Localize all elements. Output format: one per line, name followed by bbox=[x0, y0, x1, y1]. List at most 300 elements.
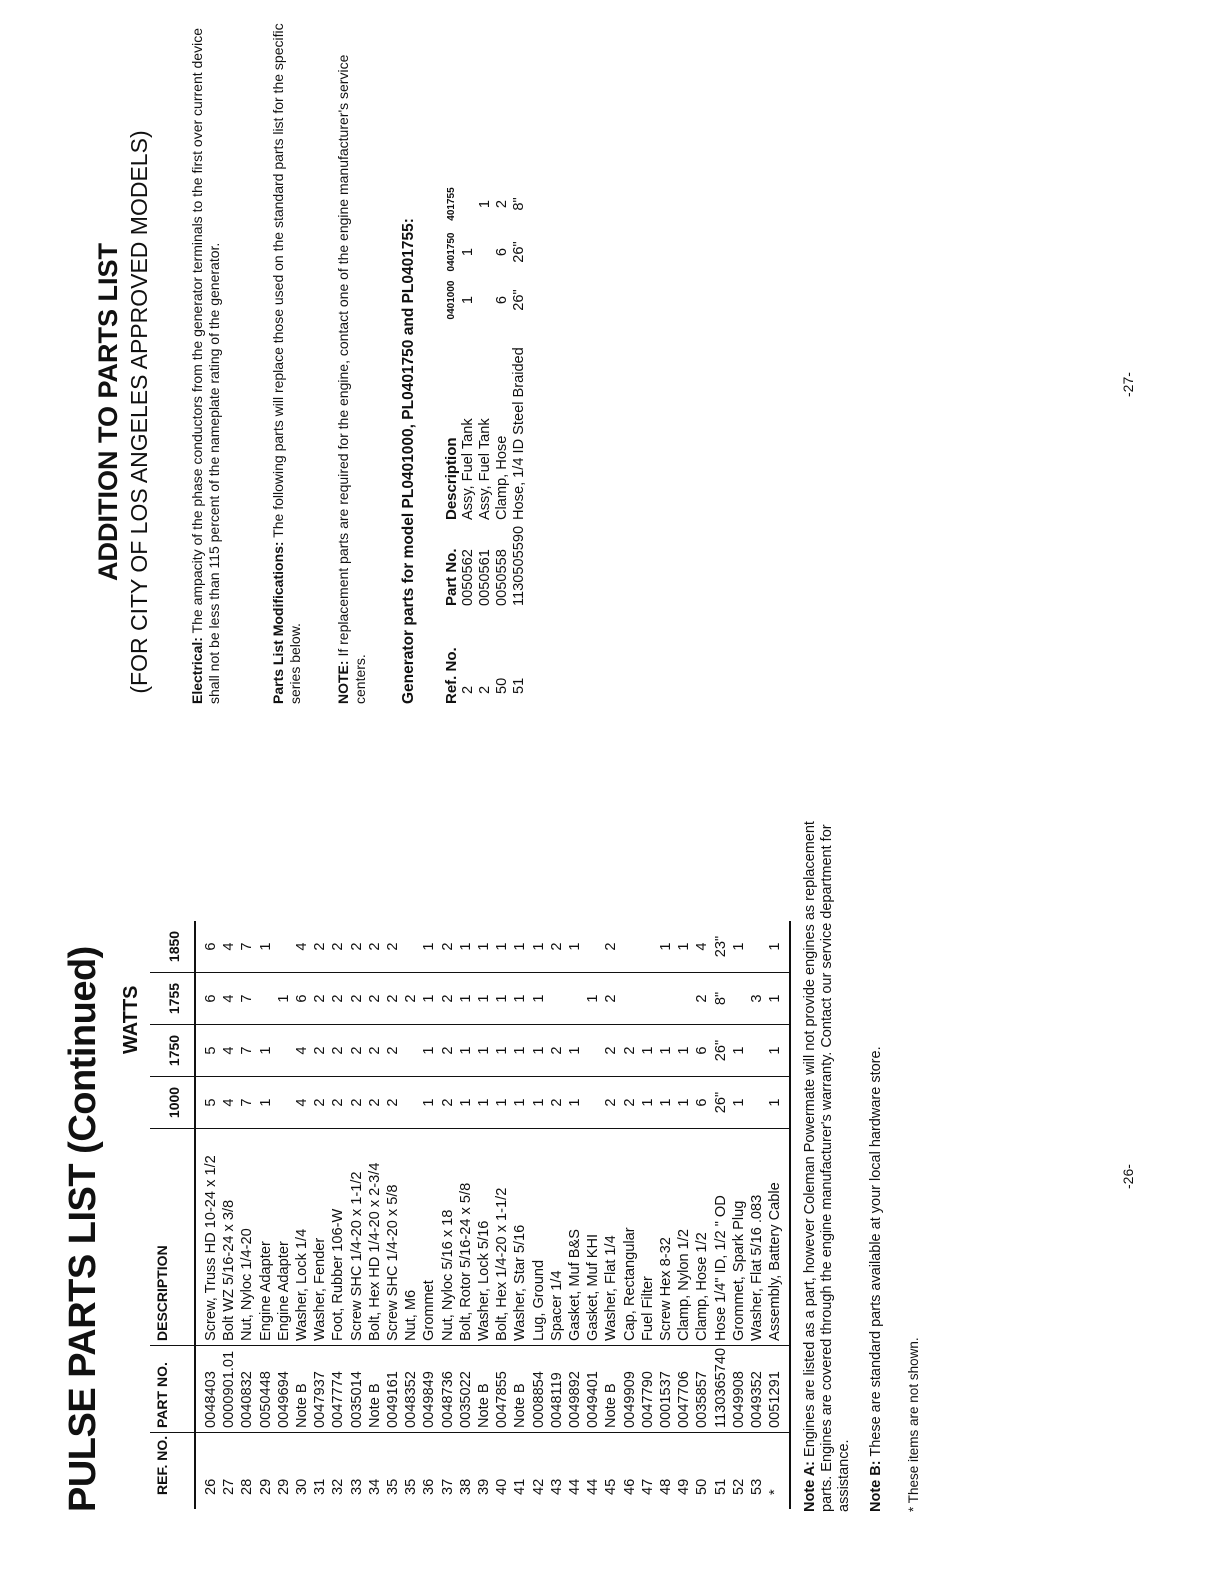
table-row bbox=[675, 921, 693, 1509]
cell-qty-1750 bbox=[748, 1025, 766, 1077]
cell-description: Bolt, Hex HD 1/4-20 x 2-3/4 bbox=[366, 1129, 384, 1346]
cell-qty-1000 bbox=[402, 1077, 420, 1129]
header-watts-1750: 1750 bbox=[150, 1025, 195, 1077]
gen-header-description: Description bbox=[443, 437, 460, 520]
cell-qty-1755 bbox=[548, 973, 566, 1025]
cell-ref-no: 38 bbox=[457, 1478, 474, 1495]
cell-ref-no: 51 bbox=[712, 1478, 729, 1495]
cell-description: Bolt, Hex 1/4-20 x 1-1/2 bbox=[493, 1129, 511, 1346]
note-b-label: Note B: bbox=[868, 1460, 884, 1512]
cell-part-no: 0049161 bbox=[384, 1346, 402, 1433]
modifications-label: Parts List Modifications: bbox=[270, 541, 286, 704]
note-a bbox=[802, 792, 853, 1512]
cell-qty-1750: 1 bbox=[657, 1025, 675, 1077]
gen-cell-qty-0401750: 6 bbox=[494, 247, 510, 257]
cell-part-no: 0047706 bbox=[675, 1346, 693, 1433]
cell-qty-1750: 2 bbox=[311, 1025, 329, 1077]
cell-qty-1850: 1 bbox=[530, 921, 548, 973]
cell-qty-1850: 1 bbox=[257, 921, 275, 973]
header-watts-1755: 1755 bbox=[150, 973, 195, 1025]
cell-ref-no: 43 bbox=[548, 1478, 565, 1495]
cell-ref-no: 35 bbox=[403, 1478, 420, 1495]
cell-ref-no: 27 bbox=[221, 1478, 238, 1495]
cell-qty-1755: 2 bbox=[311, 973, 329, 1025]
cell-qty-1850 bbox=[621, 921, 639, 973]
cell-qty-1755: 2 bbox=[602, 973, 620, 1025]
cell-qty-1755: 2 bbox=[439, 973, 457, 1025]
cell-qty-1850: 2 bbox=[384, 921, 402, 973]
cell-description: Washer, Fender bbox=[311, 1129, 329, 1346]
cell-ref-no: 47 bbox=[639, 1478, 656, 1495]
cell-qty-1850: 1 bbox=[566, 921, 584, 973]
cell-qty-1750: 1 bbox=[730, 1025, 748, 1077]
cell-qty-1755: 2 bbox=[693, 973, 711, 1025]
gen-cell-qty-0401000: 26" bbox=[511, 289, 527, 311]
gen-cell-description: Hose, 1/4 ID Steel Braided bbox=[511, 347, 527, 520]
cell-description: Nut, M6 bbox=[402, 1129, 420, 1346]
cell-qty-1850: 1 bbox=[657, 921, 675, 973]
gen-cell-part-no: 1130505590 bbox=[511, 525, 527, 606]
gen-cell-qty-0401000 bbox=[477, 276, 494, 324]
cell-description: Lug, Ground bbox=[530, 1129, 548, 1346]
cell-qty-1850: 2 bbox=[602, 921, 620, 973]
cell-qty-1000: 1 bbox=[675, 1077, 693, 1129]
electrical-text: The ampacity of the phase conductors from the generator terminals to the first over current device shall not be less than 115 percent of the nameplate rating of the generator. bbox=[189, 28, 222, 704]
cell-ref-no: 53 bbox=[749, 1478, 766, 1495]
gen-header-model-0401000: 0401000 bbox=[446, 280, 457, 320]
cell-qty-1755 bbox=[257, 973, 275, 1025]
cell-ref-no: 49 bbox=[676, 1478, 693, 1495]
cell-qty-1750: 7 bbox=[238, 1025, 256, 1077]
engine-note-paragraph bbox=[335, 14, 369, 704]
cell-qty-1000: 1 bbox=[766, 1077, 789, 1129]
cell-part-no: Note B bbox=[511, 1346, 529, 1433]
addition-subtitle: (FOR CITY OF LOS ANGELES APPROVED MODELS) bbox=[126, 130, 152, 694]
cell-qty-1000: 2 bbox=[366, 1077, 384, 1129]
cell-qty-1755: 1 bbox=[457, 973, 475, 1025]
gen-cell-ref-no: 2 bbox=[460, 685, 476, 694]
engine-note-label: NOTE: bbox=[335, 660, 351, 704]
gen-cell-qty-401755: 2 bbox=[494, 199, 510, 209]
cell-description: Grommet, Spark Plug bbox=[730, 1129, 748, 1346]
cell-qty-1750: 2 bbox=[384, 1025, 402, 1077]
table-row bbox=[712, 921, 730, 1509]
cell-description: Bolt WZ 5/16-24 x 3/8 bbox=[220, 1129, 238, 1346]
cell-qty-1850: 1 bbox=[457, 921, 475, 973]
cell-part-no: 0001537 bbox=[657, 1346, 675, 1433]
cell-part-no: Note B bbox=[366, 1346, 384, 1433]
gen-cell-part-no: 0050558 bbox=[494, 549, 510, 606]
gen-cell-qty-0401750: 1 bbox=[460, 247, 476, 257]
header-description: DESCRIPTION bbox=[150, 1129, 195, 1346]
cell-ref-no: 37 bbox=[439, 1478, 456, 1495]
note-a-text: Engines are listed as a part, however Coleman Powermate will not provide engines as replacement parts. Engines are covered through the engine manufacturer's warranty. Contact our service department for assistance. bbox=[802, 821, 852, 1512]
gen-cell-ref-no: 50 bbox=[494, 677, 510, 694]
cell-qty-1000: 6 bbox=[693, 1077, 711, 1129]
cell-qty-1000: 1 bbox=[730, 1077, 748, 1129]
cell-qty-1755: 2 bbox=[329, 973, 347, 1025]
cell-ref-no: 42 bbox=[530, 1478, 547, 1495]
cell-qty-1000: 4 bbox=[220, 1077, 238, 1129]
table-row bbox=[402, 921, 420, 1509]
cell-qty-1850 bbox=[748, 921, 766, 973]
cell-qty-1750: 2 bbox=[602, 1025, 620, 1077]
cell-qty-1850 bbox=[639, 921, 657, 973]
gen-cell-qty-401755 bbox=[460, 180, 477, 228]
cell-part-no: 0048403 bbox=[195, 1346, 220, 1433]
table-row bbox=[475, 921, 493, 1509]
cell-ref-no: 30 bbox=[294, 1478, 311, 1495]
cell-description: Fuel Filter bbox=[639, 1129, 657, 1346]
table-row bbox=[348, 921, 366, 1509]
cell-part-no: 0048119 bbox=[548, 1346, 566, 1433]
cell-part-no: Note B bbox=[475, 1346, 493, 1433]
cell-qty-1750: 1 bbox=[493, 1025, 511, 1077]
cell-qty-1755: 2 bbox=[348, 973, 366, 1025]
cell-qty-1850: 23" bbox=[712, 921, 730, 973]
cell-qty-1850: 4 bbox=[693, 921, 711, 973]
cell-qty-1750: 1 bbox=[475, 1025, 493, 1077]
table-row bbox=[311, 921, 329, 1509]
cell-part-no: 0008854 bbox=[530, 1346, 548, 1433]
cell-part-no: 0049849 bbox=[420, 1346, 438, 1433]
cell-part-no: 0035022 bbox=[457, 1346, 475, 1433]
cell-qty-1850 bbox=[584, 921, 602, 973]
cell-qty-1750: 1 bbox=[530, 1025, 548, 1077]
cell-part-no: 0047790 bbox=[639, 1346, 657, 1433]
cell-description: Gasket, Muf KHI bbox=[584, 1129, 602, 1346]
cell-qty-1000: 1 bbox=[493, 1077, 511, 1129]
cell-qty-1850: 6 bbox=[195, 921, 220, 973]
cell-ref-no: 29 bbox=[257, 1478, 274, 1495]
cell-description: Washer, Lock 5/16 bbox=[475, 1129, 493, 1346]
cell-qty-1000: 2 bbox=[311, 1077, 329, 1129]
cell-qty-1750: 4 bbox=[220, 1025, 238, 1077]
page-title: PULSE PARTS LIST (Continued) bbox=[62, 946, 104, 1512]
table-row bbox=[477, 180, 494, 704]
cell-qty-1000: 1 bbox=[420, 1077, 438, 1129]
generator-parts-table bbox=[443, 180, 528, 704]
cell-qty-1755: 2 bbox=[366, 973, 384, 1025]
cell-qty-1755: 3 bbox=[748, 973, 766, 1025]
cell-qty-1000: 1 bbox=[530, 1077, 548, 1129]
parts-table bbox=[150, 921, 791, 1509]
cell-qty-1750 bbox=[402, 1025, 420, 1077]
table-row bbox=[766, 921, 789, 1509]
cell-qty-1755: 6 bbox=[195, 973, 220, 1025]
cell-qty-1750: 1 bbox=[511, 1025, 529, 1077]
cell-description: Washer, Flat 5/16 .083 bbox=[748, 1129, 766, 1346]
cell-qty-1750 bbox=[584, 1025, 602, 1077]
note-a-label: Note A: bbox=[802, 1460, 818, 1512]
cell-qty-1850: 2 bbox=[311, 921, 329, 973]
cell-part-no: 0049892 bbox=[566, 1346, 584, 1433]
cell-qty-1750: 2 bbox=[548, 1025, 566, 1077]
cell-qty-1000: 2 bbox=[348, 1077, 366, 1129]
cell-part-no: 0050448 bbox=[257, 1346, 275, 1433]
cell-qty-1000: 1 bbox=[566, 1077, 584, 1129]
header-watts-1000: 1000 bbox=[150, 1077, 195, 1129]
gen-cell-qty-0401000: 6 bbox=[494, 295, 510, 305]
cell-part-no: 0035014 bbox=[348, 1346, 366, 1433]
table-row bbox=[748, 921, 766, 1509]
left-page bbox=[0, 792, 1224, 1584]
cell-qty-1850: 1 bbox=[730, 921, 748, 973]
cell-qty-1750: 2 bbox=[439, 1025, 457, 1077]
cell-qty-1750: 26" bbox=[712, 1025, 730, 1077]
cell-part-no: Note B bbox=[602, 1346, 620, 1433]
cell-description: Gasket, Muf B&S bbox=[566, 1129, 584, 1346]
cell-qty-1750: 2 bbox=[366, 1025, 384, 1077]
cell-qty-1850: 2 bbox=[548, 921, 566, 973]
cell-part-no: 0049401 bbox=[584, 1346, 602, 1433]
gen-header-model-401755: 401755 bbox=[446, 187, 457, 221]
cell-qty-1000: 2 bbox=[329, 1077, 347, 1129]
header-watts-1850: 1850 bbox=[150, 921, 195, 973]
cell-qty-1750: 2 bbox=[621, 1025, 639, 1077]
modifications-paragraph bbox=[270, 14, 304, 704]
gen-cell-qty-0401000: 1 bbox=[460, 295, 476, 305]
cell-qty-1755 bbox=[657, 973, 675, 1025]
electrical-label: Electrical: bbox=[189, 637, 205, 704]
cell-qty-1000 bbox=[748, 1077, 766, 1129]
table-row bbox=[602, 921, 620, 1509]
cell-qty-1000: 1 bbox=[257, 1077, 275, 1129]
cell-qty-1850: 2 bbox=[329, 921, 347, 973]
cell-qty-1000: 5 bbox=[195, 1077, 220, 1129]
cell-qty-1755: 2 bbox=[384, 973, 402, 1025]
cell-qty-1755 bbox=[730, 973, 748, 1025]
table-row bbox=[439, 921, 457, 1509]
cell-ref-no: 34 bbox=[366, 1478, 383, 1495]
cell-part-no: 1130365740 bbox=[712, 1346, 730, 1433]
cell-description: Screw SHC 1/4-20 x 5/8 bbox=[384, 1129, 402, 1346]
cell-qty-1850: 7 bbox=[238, 921, 256, 973]
table-row bbox=[493, 921, 511, 1509]
cell-qty-1000: 2 bbox=[439, 1077, 457, 1129]
engine-note-text: If replacement parts are required for the engine, contact one of the engine manufacturer's service centers. bbox=[335, 54, 368, 704]
cell-qty-1000: 2 bbox=[602, 1077, 620, 1129]
cell-qty-1850: 2 bbox=[366, 921, 384, 973]
generator-table-header-row bbox=[443, 180, 460, 704]
cell-description: Washer, Lock 1/4 bbox=[293, 1129, 311, 1346]
modifications-text: The following parts will replace those used on the standard parts list for the specific series below. bbox=[270, 23, 303, 704]
table-row bbox=[275, 921, 293, 1509]
note-b-text: These are standard parts available at your local hardware store. bbox=[868, 1046, 884, 1457]
table-row bbox=[366, 921, 384, 1509]
gen-cell-qty-0401750: 26" bbox=[511, 241, 527, 263]
cell-qty-1000: 1 bbox=[657, 1077, 675, 1129]
cell-qty-1755: 1 bbox=[511, 973, 529, 1025]
table-row bbox=[566, 921, 584, 1509]
table-row bbox=[657, 921, 675, 1509]
cell-description: Engine Adapter bbox=[275, 1129, 293, 1346]
cell-qty-1000: 7 bbox=[238, 1077, 256, 1129]
table-row bbox=[639, 921, 657, 1509]
cell-description: Spacer 1/4 bbox=[548, 1129, 566, 1346]
cell-ref-no: 26 bbox=[203, 1478, 219, 1495]
cell-part-no: 0000901.01 bbox=[220, 1346, 238, 1433]
cell-qty-1000: 26" bbox=[712, 1077, 730, 1129]
cell-qty-1750: 1 bbox=[457, 1025, 475, 1077]
cell-qty-1850 bbox=[402, 921, 420, 973]
cell-part-no: 0049909 bbox=[621, 1346, 639, 1433]
cell-qty-1755: 1 bbox=[275, 973, 293, 1025]
generator-table-body bbox=[460, 180, 528, 704]
cell-qty-1750: 1 bbox=[257, 1025, 275, 1077]
cell-qty-1850: 2 bbox=[439, 921, 457, 973]
cell-qty-1850: 2 bbox=[348, 921, 366, 973]
cell-ref-no: 50 bbox=[694, 1478, 711, 1495]
model-heading: Generator parts for model PL0401000, PL0401750 and PL0401755: bbox=[400, 218, 417, 704]
cell-qty-1000: 2 bbox=[621, 1077, 639, 1129]
cell-qty-1000: 2 bbox=[548, 1077, 566, 1129]
cell-qty-1850: 4 bbox=[293, 921, 311, 973]
cell-part-no: 0048736 bbox=[439, 1346, 457, 1433]
cell-description: Foot, Rubber 106-W bbox=[329, 1129, 347, 1346]
cell-qty-1755: 1 bbox=[530, 973, 548, 1025]
cell-qty-1850: 1 bbox=[493, 921, 511, 973]
table-row bbox=[220, 921, 238, 1509]
watts-label: WATTS bbox=[120, 985, 142, 1054]
cell-qty-1750: 2 bbox=[329, 1025, 347, 1077]
table-row bbox=[511, 180, 528, 704]
cell-qty-1750 bbox=[275, 1025, 293, 1077]
electrical-paragraph bbox=[189, 14, 223, 704]
gen-cell-description: Clamp, Hose bbox=[494, 435, 510, 520]
header-part-no: PART NO. bbox=[150, 1346, 195, 1433]
gen-cell-description: Assy, Fuel Tank bbox=[460, 418, 476, 520]
page-number-left: -26- bbox=[1120, 1164, 1136, 1189]
gen-cell-qty-0401750 bbox=[477, 228, 494, 276]
cell-ref-no: 44 bbox=[585, 1478, 602, 1495]
gen-cell-qty-401755: 1 bbox=[477, 199, 493, 209]
cell-part-no: 0049352 bbox=[748, 1346, 766, 1433]
table-row bbox=[548, 921, 566, 1509]
table-row bbox=[457, 921, 475, 1509]
cell-ref-no: 29 bbox=[275, 1478, 292, 1495]
cell-ref-no: 35 bbox=[385, 1478, 402, 1495]
gen-header-model-0401750: 0401750 bbox=[446, 232, 457, 272]
cell-qty-1755: 1 bbox=[493, 973, 511, 1025]
cell-ref-no: 28 bbox=[239, 1478, 256, 1495]
table-row bbox=[584, 921, 602, 1509]
cell-description: Screw, Truss HD 10-24 x 1/2 bbox=[195, 1129, 220, 1346]
cell-description: Hose 1/4" ID, 1/2 " OD bbox=[712, 1129, 730, 1346]
table-row bbox=[420, 921, 438, 1509]
table-row bbox=[293, 921, 311, 1509]
cell-part-no: 0035857 bbox=[693, 1346, 711, 1433]
cell-qty-1755: 1 bbox=[475, 973, 493, 1025]
cell-description: Nut, Nyloc 1/4-20 bbox=[238, 1129, 256, 1346]
cell-qty-1755: 2 bbox=[402, 973, 420, 1025]
table-row bbox=[693, 921, 711, 1509]
cell-qty-1750: 1 bbox=[766, 1025, 789, 1077]
cell-ref-no: * bbox=[767, 1489, 784, 1495]
cell-qty-1750: 5 bbox=[195, 1025, 220, 1077]
cell-qty-1000 bbox=[584, 1077, 602, 1129]
cell-description: Bolt, Rotor 5/16-24 x 5/8 bbox=[457, 1129, 475, 1346]
cell-qty-1850: 1 bbox=[420, 921, 438, 973]
table-row bbox=[384, 921, 402, 1509]
cell-qty-1000: 1 bbox=[457, 1077, 475, 1129]
footnote: * These items are not shown. bbox=[906, 1337, 921, 1512]
cell-qty-1850 bbox=[275, 921, 293, 973]
cell-qty-1850: 1 bbox=[675, 921, 693, 973]
cell-description: Washer, Flat 1/4 bbox=[602, 1129, 620, 1346]
cell-ref-no: 31 bbox=[312, 1478, 329, 1495]
cell-ref-no: 40 bbox=[494, 1478, 511, 1495]
cell-qty-1750: 1 bbox=[420, 1025, 438, 1077]
page-number-right: -27- bbox=[1120, 372, 1136, 397]
cell-ref-no: 48 bbox=[658, 1478, 675, 1495]
table-row bbox=[494, 180, 511, 704]
cell-qty-1750: 1 bbox=[639, 1025, 657, 1077]
table-row bbox=[530, 921, 548, 1509]
cell-description: Clamp, Hose 1/2 bbox=[693, 1129, 711, 1346]
cell-description: Screw SHC 1/4-20 x 1-1/2 bbox=[348, 1129, 366, 1346]
gen-cell-part-no: 0050561 bbox=[477, 549, 493, 606]
cell-qty-1000: 1 bbox=[475, 1077, 493, 1129]
table-row bbox=[329, 921, 347, 1509]
cell-qty-1750: 6 bbox=[693, 1025, 711, 1077]
cell-qty-1755 bbox=[639, 973, 657, 1025]
cell-part-no: 0048352 bbox=[402, 1346, 420, 1433]
cell-description: Engine Adapter bbox=[257, 1129, 275, 1346]
cell-part-no: 0049908 bbox=[730, 1346, 748, 1433]
gen-cell-ref-no: 51 bbox=[511, 677, 527, 694]
table-row bbox=[238, 921, 256, 1509]
gen-cell-qty-401755: 8" bbox=[511, 197, 527, 211]
table-row bbox=[460, 180, 477, 704]
cell-ref-no: 44 bbox=[567, 1478, 584, 1495]
cell-ref-no: 33 bbox=[348, 1478, 365, 1495]
cell-ref-no: 39 bbox=[476, 1478, 493, 1495]
cell-qty-1750: 1 bbox=[566, 1025, 584, 1077]
cell-qty-1755: 1 bbox=[766, 973, 789, 1025]
cell-qty-1000: 4 bbox=[293, 1077, 311, 1129]
cell-description: Grommet bbox=[420, 1129, 438, 1346]
cell-part-no: 0047937 bbox=[311, 1346, 329, 1433]
table-row bbox=[257, 921, 275, 1509]
cell-part-no: 0047774 bbox=[329, 1346, 347, 1433]
cell-qty-1755 bbox=[566, 973, 584, 1025]
cell-description: Cap, Rectangular bbox=[621, 1129, 639, 1346]
cell-ref-no: 45 bbox=[603, 1478, 620, 1495]
table-row bbox=[195, 921, 220, 1509]
table-row bbox=[730, 921, 748, 1509]
cell-description: Washer, Star 5/16 bbox=[511, 1129, 529, 1346]
cell-qty-1750: 1 bbox=[675, 1025, 693, 1077]
cell-qty-1000: 1 bbox=[639, 1077, 657, 1129]
cell-part-no: Note B bbox=[293, 1346, 311, 1433]
table-header-row bbox=[150, 921, 195, 1509]
cell-description: Nut, Nyloc 5/16 x 18 bbox=[439, 1129, 457, 1346]
cell-description: Clamp, Nylon 1/2 bbox=[675, 1129, 693, 1346]
cell-qty-1000: 2 bbox=[384, 1077, 402, 1129]
gen-cell-ref-no: 2 bbox=[477, 685, 493, 694]
gen-cell-description: Assy, Fuel Tank bbox=[477, 418, 493, 520]
cell-qty-1000: 1 bbox=[511, 1077, 529, 1129]
cell-part-no: 0047855 bbox=[493, 1346, 511, 1433]
cell-ref-no: 32 bbox=[330, 1478, 347, 1495]
gen-header-part-no: Part No. bbox=[443, 548, 460, 606]
cell-part-no: 0049694 bbox=[275, 1346, 293, 1433]
cell-qty-1000 bbox=[275, 1077, 293, 1129]
note-b bbox=[868, 792, 885, 1512]
cell-qty-1750: 4 bbox=[293, 1025, 311, 1077]
cell-qty-1755: 7 bbox=[238, 973, 256, 1025]
